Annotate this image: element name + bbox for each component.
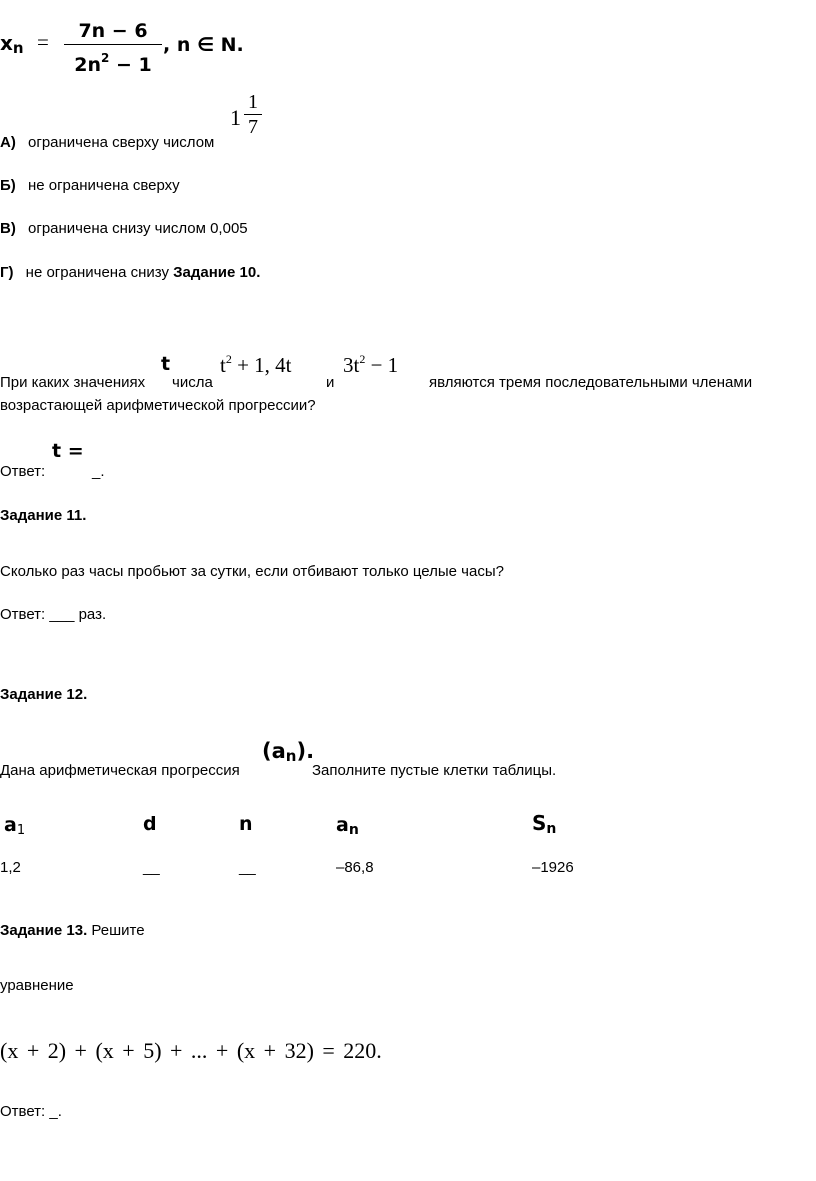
task10-math-expr2: $3t^2 - 1$ [343, 352, 399, 377]
sequence-formula [0, 20, 300, 76]
option-text: не ограничена снизу [25, 264, 169, 281]
formula-den-base: 2n [74, 54, 101, 76]
task10-question-part1: При каких значениях [0, 374, 146, 391]
formula-eq: = [37, 30, 49, 54]
table-cell-d: __ [143, 859, 160, 876]
option-b [0, 177, 180, 195]
task10-title: Задание 10. [173, 264, 261, 281]
table-cell-n: __ [239, 859, 256, 876]
table-cell-an: –86,8 [336, 859, 374, 876]
task13-answer: Ответ: _. [0, 1103, 62, 1120]
task10-answer-blank: _. [92, 463, 105, 480]
task11-answer: Ответ: ___ раз. [0, 606, 107, 623]
option-letter: В) [0, 220, 16, 237]
task10-question-part2: числа [172, 374, 213, 391]
task11-title: Задание 11. [0, 507, 87, 524]
task10-question-part3: и [326, 374, 335, 391]
task10-question-line2: возрастающей арифметической прогрессии? [0, 397, 316, 414]
task12-question-part2: Заполните пустые клетки таблицы. [312, 762, 557, 779]
option-letter: Б) [0, 177, 16, 194]
option-letter: Г) [0, 264, 14, 281]
formula-den-sup: 2 [101, 51, 110, 65]
formula-den-rest: − 1 [109, 54, 152, 76]
task12-question-part1: Дана арифметическая прогрессия [0, 762, 240, 779]
table-header-an: an [336, 814, 359, 838]
task13-equation: (x + 2) + (x + 5) + ... + (x + 32) = 220. [0, 1038, 382, 1063]
formula-tail: , n ∈ N. [163, 34, 244, 56]
table-cell-sn: –1926 [532, 859, 574, 876]
mixed-den: 7 [248, 116, 258, 138]
task13-title: Задание 13. Решите [0, 922, 145, 939]
task10-question-part4: являются тремя последовательными членами [429, 374, 753, 391]
task12-title: Задание 12. [0, 686, 88, 703]
option-d [0, 264, 260, 282]
formula-lhs-sub: n [12, 39, 24, 57]
option-c [0, 220, 248, 238]
task12-math-an: (an). [262, 739, 315, 765]
table-header-n: n [239, 813, 253, 835]
mixed-whole: 1 [230, 105, 241, 130]
task10-math-expr1: $t^2 + 1$, 4t [220, 352, 292, 377]
formula-numerator: 7n − 6 [78, 20, 148, 42]
task10-answer-math: t = [52, 440, 84, 462]
mixed-num: 1 [248, 91, 258, 113]
table-header-d: d [143, 813, 157, 835]
option-text: не ограничена сверху [27, 177, 180, 194]
table-header-sn: Sn [532, 811, 557, 837]
task13-line2: уравнение [0, 977, 74, 994]
task10-math-t: t [161, 353, 171, 375]
option-text: ограничена снизу числом 0,005 [28, 220, 248, 237]
table-cell-a1: 1,2 [0, 859, 21, 876]
mixed-number [230, 90, 270, 146]
option-a [0, 134, 214, 152]
task11-question: Сколько раз часы пробьют за сутки, если отбивают только целые часы? [0, 563, 504, 580]
formula-lhs: x [0, 31, 13, 55]
table-header-a1: a1 [4, 814, 26, 838]
option-letter: А) [0, 134, 16, 151]
task10-answer-label: Ответ: [0, 463, 46, 480]
option-text: ограничена сверху числом [28, 134, 215, 151]
